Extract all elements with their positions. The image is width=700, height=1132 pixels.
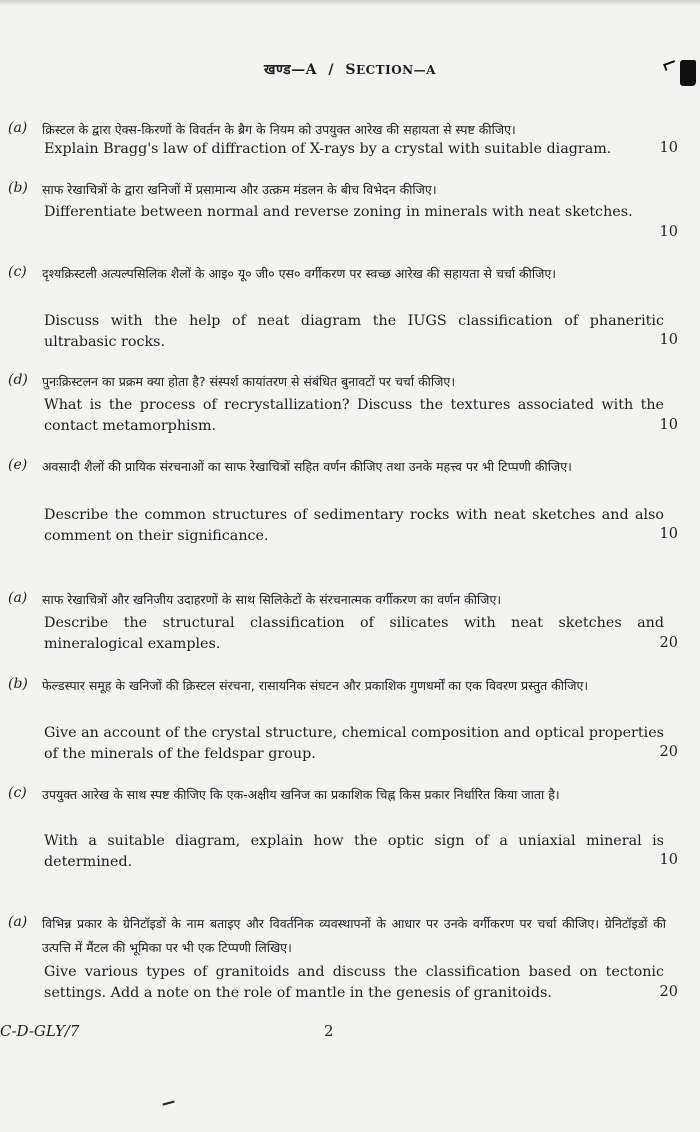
question-hindi-text: विभिन्न प्रकार के ग्रेनिटॉइडों के नाम बताइए और विवर्तनिक व्यवस्थापनों के आधार पर उनके वर्गीकरण पर चर्चा कीजिए। ग्रेनिटॉइडों की उत्पत्ति में मैंटल की भूमिका पर भी एक टिप्पणी लिखिए। [42,916,666,955]
question-label: (d) [8,372,28,388]
question-label: (a) [8,120,28,136]
paper-code: C-D-GLY/7 [0,1022,80,1040]
question-english-text: Explain Bragg's law of diffraction of X-rays by a crystal with suitable diagram. [44,141,612,157]
question-hindi-text: फेल्डस्पार समूह के खनिजों की क्रिस्टल संरचना, रासायनिक संघटन और प्रकाशिक गुणधर्मों का एक विवरण प्रस्तुत कीजिए। [42,678,589,693]
pen-scribble [162,1101,175,1110]
question-marks: 10 [659,417,678,433]
ink-blot [680,60,696,86]
question-english-text: Give various types of granitoids and discuss the classification based on tectonic settings. Add a note on the role of mantle in the genesis of granitoids. [44,964,664,1001]
question-hindi-text: पुनःक्रिस्टलन का प्रक्रम क्या होता है? संस्पर्श कायांतरण से संबंधित बुनावटों पर चर्चा कीजिए। [42,374,456,389]
section-header-hindi: खण्ड—A [264,62,317,78]
question-label: (b) [8,676,28,692]
question-marks: 20 [659,635,678,651]
page-number: 2 [324,1022,334,1040]
question-english-text: Describe the common structures of sedimentary rocks with neat sketches and also comment on their significance. [44,507,664,544]
question-english-text: Describe the structural classification of silicates with neat sketches and mineralogical examples. [44,615,664,652]
question-hindi-text: उपयुक्त आरेख के साथ स्पष्ट कीजिए कि एक-अक्षीय खनिज का प्रकाशिक चिह्न किस प्रकार निर्धारित किया जाता है। [42,787,560,802]
question-marks: 10 [659,526,678,542]
question-label: (b) [8,180,28,196]
question-hindi-text: अवसादी शैलों की प्रायिक संरचनाओं का साफ रेखाचित्रों सहित वर्णन कीजिए तथा उनके महत्त्व पर भी टिप्पणी कीजिए। [42,459,572,474]
question-marks: 10 [659,140,678,156]
question-hindi-text: दृश्यक्रिस्टली अत्यल्पसिलिक शैलों के आइ० यू० जी० एस० वर्गीकरण पर स्वच्छ आरेख की सहायता से चर्चा कीजिए। [42,266,557,281]
question-marks: 20 [659,984,678,1000]
section-header-rest: ECTION—A [355,63,436,77]
question-hindi-text: क्रिस्टल के द्वारा ऐक्स-किरणों के विवर्तन के ब्रैग के नियम को उपयुक्त आरेख की सहायता से स्पष्ट कीजिए। [42,122,516,137]
section-header-english [345,62,436,78]
section-header-initial: S [345,62,356,78]
question-english-text: Differentiate between normal and reverse zoning in minerals with neat sketches. [44,204,633,220]
question-marks: 10 [659,852,678,868]
section-header [0,60,700,79]
question-label: (e) [8,457,28,473]
question-label: (a) [8,914,28,930]
question-hindi-text: साफ रेखाचित्रों के द्वारा खनिजों में प्रसामान्य और उत्क्रम मंडलन के बीच विभेदन कीजिए। [42,182,437,197]
question-marks: 10 [659,224,678,240]
question-label: (c) [8,264,27,280]
question-english-text: Discuss with the help of neat diagram the IUGS classification of phaneritic ultrabasic rocks. [44,313,664,350]
scan-top-edge [0,0,700,6]
question-label: (c) [8,785,27,801]
question-marks: 20 [659,744,678,760]
question-english-text: With a suitable diagram, explain how the optic sign of a uniaxial mineral is determined. [44,833,664,870]
question-marks: 10 [659,332,678,348]
question-label: (a) [8,590,28,606]
question-english-text: What is the process of recrystallization? Discuss the textures associated with the contact metamorphism. [44,397,664,434]
question-english-text: Give an account of the crystal structure, chemical composition and optical properties of the minerals of the feldspar group. [44,725,664,762]
section-header-separator: / [328,62,334,78]
question-hindi-text: साफ रेखाचित्रों और खनिजीय उदाहरणों के साथ सिलिकेटों के संरचनात्मक वर्गीकरण का वर्णन कीजिए। [42,592,502,607]
